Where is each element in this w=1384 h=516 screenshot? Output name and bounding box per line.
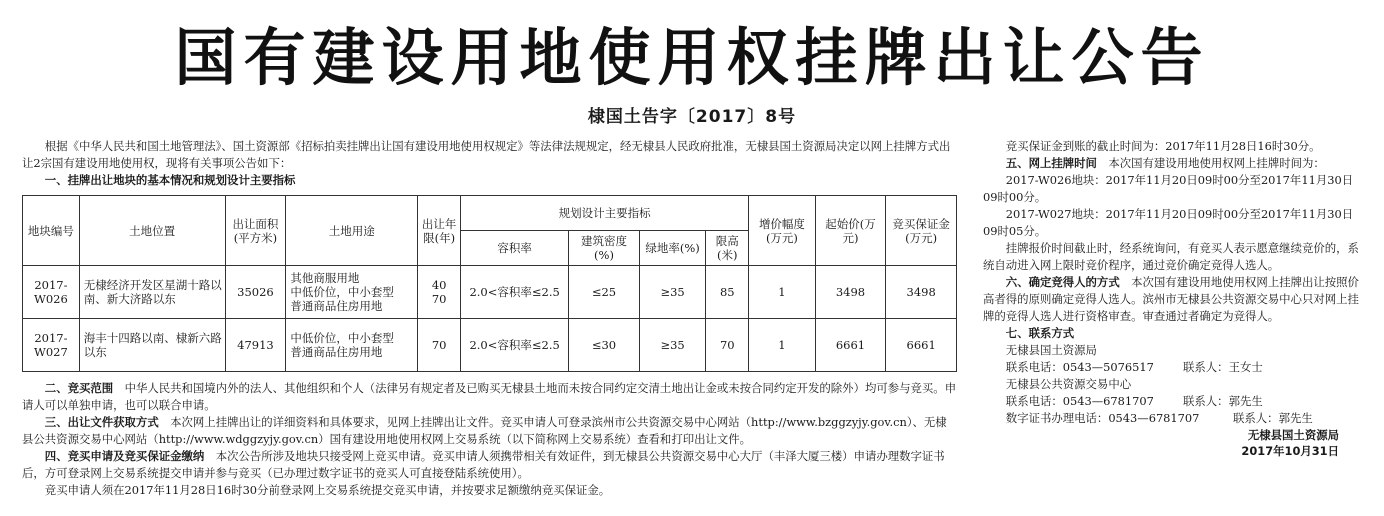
cell-deposit: 6661 <box>886 319 957 372</box>
cell-location: 无棣经济开发区星湖十路以南、新大济路以东 <box>79 266 225 319</box>
contact-phone: 联系电话：0543—6781707 <box>1005 394 1154 408</box>
signature-org: 无棣县国土资源局 <box>1247 428 1339 442</box>
section2-text: 中华人民共和国境内外的法人、其他组织和个人（法律另有规定者及已购买无棣县土地而未按合同约定交清土地出让金或未按合同约定开发的除外）均可参与竞买。申请人可以单独申请，也可以联合申请。 <box>22 381 957 412</box>
header-years: 出让年限(年) <box>418 196 461 266</box>
section3-text: 本次网上挂牌出让的详细资料和具体要求，见网上挂牌出让文件。竞买申请人可登录滨州市公共资源交易中心网站（http://www.bzggzyjy.gov.cn）、无棣县公共资源交易中心网站（http://www.wdggzyjy.gov.cn）国有建设用地使用权网上交易系统（以下简称网上交易系统）查看和打印出让文件。 <box>22 415 947 446</box>
contact-person: 联系人：王女士 <box>1183 360 1263 374</box>
use-line: 中低价位，中小套型 <box>290 331 394 345</box>
cell-green: ≥35 <box>639 266 706 319</box>
listing-time-w026: 2017-W026地块：2017年11月20日09时00分至2017年11月30日09时00分。 <box>983 173 1354 204</box>
header-height: 限高(米) <box>706 231 749 266</box>
left-column <box>22 138 957 499</box>
cell-green: ≥35 <box>639 319 706 372</box>
section2-paragraph <box>22 380 957 414</box>
listing-time-w027: 2017-W027地块：2017年11月20日09时00分至2017年11月30日09时05分。 <box>983 207 1354 238</box>
section5-paragraph <box>983 155 1361 172</box>
section4-paragraph-2: 竞买申请人须在2017年11月28日16时30分前登录网上交易系统提交竞买申请，并按要求足额缴纳竞买保证金。 <box>44 483 611 497</box>
section6-heading: 六、确定竞得人的方式 <box>1005 275 1120 289</box>
header-deposit: 竞买保证金(万元) <box>886 196 957 266</box>
cell-deposit: 3498 <box>886 266 957 319</box>
section2-heading: 二、竞买范围 <box>44 381 114 395</box>
cell-start-price: 3498 <box>815 266 886 319</box>
contact-row-1 <box>983 359 1361 376</box>
cell-height: 85 <box>706 266 749 319</box>
cell-use <box>286 319 418 372</box>
header-use: 土地用途 <box>286 196 418 266</box>
signature-date: 2017年10月31日 <box>1241 444 1339 458</box>
intro-paragraph: 根据《中华人民共和国土地管理法》、国土资源部《招标拍卖挂牌出让国有建设用地使用权规定》等法律法规规定，经无棣县人民政府批准，无棣县国土资源局决定以网上挂牌方式出让2宗国有建设用地使用权，现将有关事项公告如下： <box>22 139 951 170</box>
cell-increment: 1 <box>749 319 816 372</box>
section1-heading: 一、挂牌出让地块的基本情况和规划设计主要指标 <box>44 173 296 187</box>
contact-org-1: 无棣县国土资源局 <box>1005 343 1097 357</box>
cell-far: 2.0<容积率≤2.5 <box>461 319 569 372</box>
header-plot-no: 地块编号 <box>23 196 80 266</box>
contact-row-2 <box>983 393 1361 410</box>
listing-note: 挂牌报价时间截止时，经系统询问，有竞买人表示愿意继续竞价的，系统自动进入网上限时竞价程序，通过竞价确定竞得人选人。 <box>983 241 1359 272</box>
header-green: 绿地率(%) <box>639 231 706 266</box>
cell-density: ≤30 <box>569 319 640 372</box>
use-line: 其他商服用地 <box>290 271 360 285</box>
cell-use <box>286 266 418 319</box>
header-planning: 规划设计主要指标 <box>461 196 749 231</box>
use-line: 普通商品住房用地 <box>290 299 383 313</box>
section4-paragraph <box>22 448 957 482</box>
contact-person: 联系人：郭先生 <box>1183 394 1263 408</box>
header-far: 容积率 <box>461 231 569 266</box>
years-line: 70 <box>431 292 447 306</box>
cert-phone: 数字证书办理电话：0543—6781707 <box>1005 411 1200 425</box>
section3-heading: 三、出让文件获取方式 <box>44 415 159 429</box>
cell-years <box>418 319 461 372</box>
header-location: 土地位置 <box>79 196 225 266</box>
cell-far: 2.0<容积率≤2.5 <box>461 266 569 319</box>
deposit-deadline: 竞买保证金到账的截止时间为：2017年11月28日16时30分。 <box>1005 139 1321 153</box>
contact-person: 联系人：郭先生 <box>1233 411 1313 425</box>
years-line: 70 <box>431 338 447 352</box>
notice-title: 国有建设用地使用权挂牌出让公告 <box>174 21 1210 94</box>
years-line: 40 <box>431 278 447 292</box>
cell-height: 70 <box>706 319 749 372</box>
section7-heading: 七、联系方式 <box>1005 326 1075 340</box>
cell-plot-no: 2017-W026 <box>23 266 80 319</box>
contact-phone: 联系电话：0543—5076517 <box>1005 360 1154 374</box>
land-plot-table <box>22 195 957 372</box>
use-line: 中低价位，中小套型 <box>290 285 394 299</box>
section3-paragraph <box>22 414 957 448</box>
contact-org-2: 无棣县公共资源交易中心 <box>1005 377 1132 391</box>
cell-area: 35026 <box>225 266 286 319</box>
cell-area: 47913 <box>225 319 286 372</box>
header-increment: 增价幅度(万元) <box>749 196 816 266</box>
table-row <box>23 266 957 319</box>
use-line: 普通商品住房用地 <box>290 345 383 359</box>
cell-start-price: 6661 <box>815 319 886 372</box>
cell-location: 海丰十四路以南、棣新六路以东 <box>79 319 225 372</box>
cell-density: ≤25 <box>569 266 640 319</box>
cell-increment: 1 <box>749 266 816 319</box>
section6-paragraph <box>983 274 1361 325</box>
contact-row-3 <box>983 410 1361 427</box>
header-density: 建筑密度(%) <box>569 231 640 266</box>
section6-text: 本次国有建设用地使用权网上挂牌出让按照价高者得的原则确定竞得人选人。滨州市无棣县公共资源交易中心只对网上挂牌的竞得人选人进行资格审查。审查通过者确定为竞得人。 <box>983 275 1359 323</box>
document-number: 棣国土告字〔2017〕8号 <box>587 107 797 127</box>
cell-years <box>418 266 461 319</box>
header-area: 出让面积(平方米) <box>225 196 286 266</box>
section4-heading: 四、竞买申请及竞买保证金缴纳 <box>44 449 205 463</box>
header-start-price: 起始价(万元) <box>815 196 886 266</box>
section4-text: 本次公告所涉及地块只接受网上竞买申请。竞买申请人须携带相关有效证件，到无棣县公共资源交易中心大厅（丰泽大厦三楼）申请办理数字证书后，方可登录网上交易系统提交申请并参与竞买（已办理过数字证书的竞买人可直接登陆系统使用）。 <box>22 449 945 480</box>
section5-text: 本次国有建设用地使用权网上挂牌时间为： <box>1108 156 1325 170</box>
cell-plot-no: 2017-W027 <box>23 319 80 372</box>
table-row <box>23 319 957 372</box>
right-column <box>983 138 1361 459</box>
section5-heading: 五、网上挂牌时间 <box>1005 156 1097 170</box>
